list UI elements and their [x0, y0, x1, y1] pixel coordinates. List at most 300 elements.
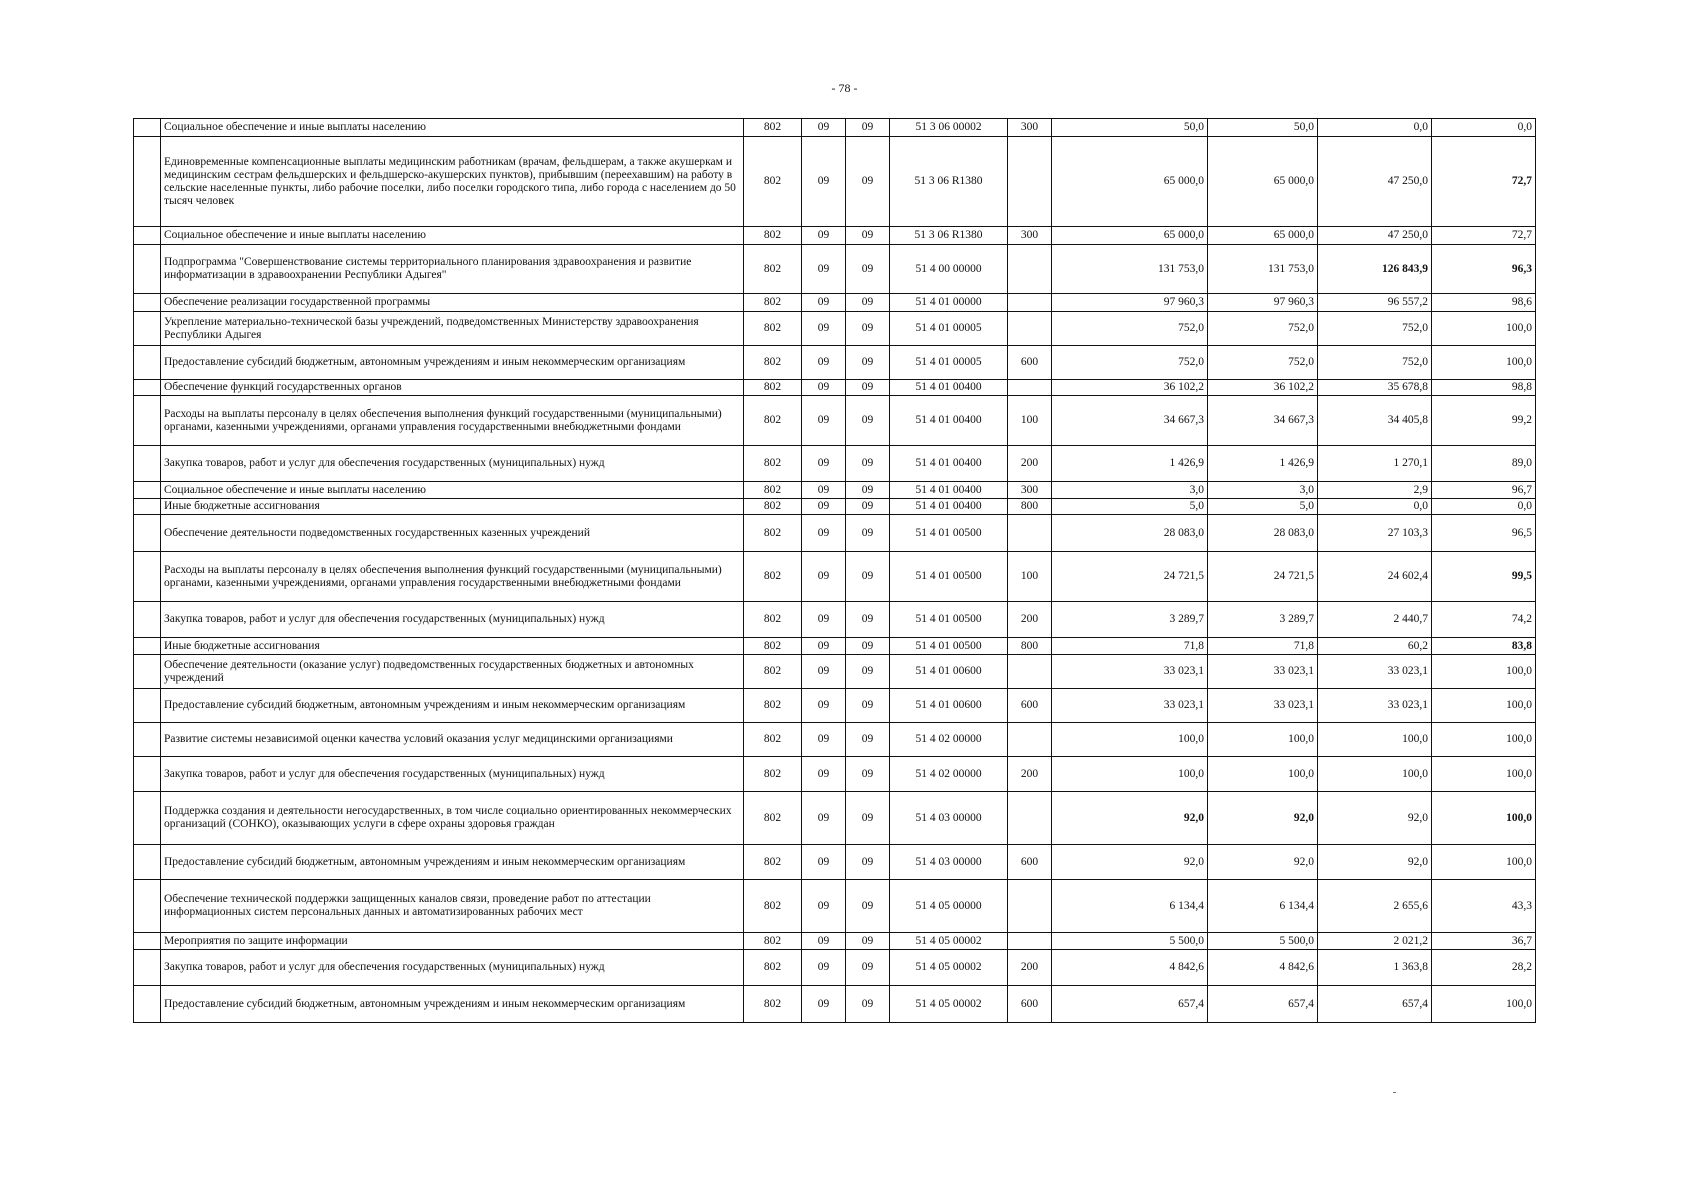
spec-cell: 92,0 [1208, 792, 1318, 845]
table-row [134, 227, 1536, 245]
csr-cell: 51 4 01 00500 [890, 515, 1008, 552]
rz-cell: 09 [802, 880, 846, 933]
table-row [134, 137, 1536, 227]
row-number-cell [134, 499, 161, 515]
name-cell: Иные бюджетные ассигнования [161, 499, 744, 515]
spec-cell: 1 426,9 [1208, 446, 1318, 482]
pr-cell: 09 [846, 602, 890, 638]
name-cell: Укрепление материально-технической базы учреждений, подведомственных Министерству здравоохранения Республики Адыгея [161, 312, 744, 346]
name-cell: Закупка товаров, работ и услуг для обеспечения государственных (муниципальных) нужд [161, 950, 744, 986]
spec-cell: 752,0 [1208, 312, 1318, 346]
vr-cell: 300 [1008, 482, 1052, 499]
rz-cell: 09 [802, 602, 846, 638]
csr-cell: 51 4 01 00400 [890, 396, 1008, 446]
csr-cell: 51 4 01 00400 [890, 499, 1008, 515]
plan-cell: 6 134,4 [1052, 880, 1208, 933]
rz-cell: 09 [802, 792, 846, 845]
exec-cell: 2 655,6 [1318, 880, 1432, 933]
spec-cell: 5,0 [1208, 499, 1318, 515]
pr-cell: 09 [846, 380, 890, 396]
rz-cell: 09 [802, 499, 846, 515]
rz-cell: 09 [802, 396, 846, 446]
percent-cell: 83,8 [1432, 638, 1536, 655]
row-number-cell [134, 845, 161, 880]
plan-cell: 92,0 [1052, 845, 1208, 880]
exec-cell: 2,9 [1318, 482, 1432, 499]
ved-cell: 802 [744, 638, 802, 655]
ved-cell: 802 [744, 380, 802, 396]
rz-cell: 09 [802, 933, 846, 950]
csr-cell: 51 4 05 00002 [890, 986, 1008, 1023]
pr-cell: 09 [846, 245, 890, 294]
ved-cell: 802 [744, 499, 802, 515]
table-row [134, 552, 1536, 602]
row-number-cell [134, 380, 161, 396]
name-cell: Предоставление субсидий бюджетным, автономным учреждениям и иным некоммерческим организациям [161, 346, 744, 380]
table-row [134, 950, 1536, 986]
name-cell: Расходы на выплаты персоналу в целях обеспечения выполнения функций государственными (муниципальными) органами, казенными учреждениями, органами управления государственными внебюджетными фондами [161, 396, 744, 446]
csr-cell: 51 3 06 00002 [890, 119, 1008, 137]
name-cell: Обеспечение технической поддержки защищенных каналов связи, проведение работ по аттестации информационных систем персональных данных и автоматизированных рабочих мест [161, 880, 744, 933]
rz-cell: 09 [802, 638, 846, 655]
csr-cell: 51 4 05 00000 [890, 880, 1008, 933]
table-row [134, 119, 1536, 137]
percent-cell: 28,2 [1432, 950, 1536, 986]
rz-cell: 09 [802, 552, 846, 602]
exec-cell: 2 440,7 [1318, 602, 1432, 638]
spec-cell: 34 667,3 [1208, 396, 1318, 446]
ved-cell: 802 [744, 950, 802, 986]
plan-cell: 65 000,0 [1052, 137, 1208, 227]
plan-cell: 1 426,9 [1052, 446, 1208, 482]
plan-cell: 34 667,3 [1052, 396, 1208, 446]
rz-cell: 09 [802, 655, 846, 689]
name-cell: Развитие системы независимой оценки качества условий оказания услуг медицинскими организациями [161, 723, 744, 757]
table-row [134, 312, 1536, 346]
pr-cell: 09 [846, 757, 890, 792]
exec-cell: 47 250,0 [1318, 227, 1432, 245]
spec-cell: 6 134,4 [1208, 880, 1318, 933]
csr-cell: 51 4 01 00005 [890, 312, 1008, 346]
csr-cell: 51 3 06 R1380 [890, 137, 1008, 227]
percent-cell: 36,7 [1432, 933, 1536, 950]
name-cell: Предоставление субсидий бюджетным, автономным учреждениям и иным некоммерческим организациям [161, 986, 744, 1023]
vr-cell [1008, 137, 1052, 227]
exec-cell: 34 405,8 [1318, 396, 1432, 446]
csr-cell: 51 4 01 00600 [890, 689, 1008, 723]
name-cell: Социальное обеспечение и иные выплаты населению [161, 119, 744, 137]
exec-cell: 657,4 [1318, 986, 1432, 1023]
stray-mark [1393, 1092, 1396, 1093]
vr-cell: 100 [1008, 396, 1052, 446]
exec-cell: 2 021,2 [1318, 933, 1432, 950]
vr-cell: 600 [1008, 845, 1052, 880]
spec-cell: 24 721,5 [1208, 552, 1318, 602]
plan-cell: 5,0 [1052, 499, 1208, 515]
plan-cell: 28 083,0 [1052, 515, 1208, 552]
table-row [134, 723, 1536, 757]
percent-cell: 74,2 [1432, 602, 1536, 638]
vr-cell: 200 [1008, 950, 1052, 986]
pr-cell: 09 [846, 119, 890, 137]
vr-cell [1008, 792, 1052, 845]
row-number-cell [134, 227, 161, 245]
rz-cell: 09 [802, 515, 846, 552]
ved-cell: 802 [744, 986, 802, 1023]
plan-cell: 3 289,7 [1052, 602, 1208, 638]
exec-cell: 1 270,1 [1318, 446, 1432, 482]
row-number-cell [134, 482, 161, 499]
ved-cell: 802 [744, 396, 802, 446]
vr-cell: 600 [1008, 346, 1052, 380]
table-row [134, 602, 1536, 638]
spec-cell: 3,0 [1208, 482, 1318, 499]
ved-cell: 802 [744, 880, 802, 933]
page-number: - 78 - [831, 81, 858, 95]
csr-cell: 51 4 02 00000 [890, 723, 1008, 757]
exec-cell: 752,0 [1318, 312, 1432, 346]
ved-cell: 802 [744, 137, 802, 227]
csr-cell: 51 4 03 00000 [890, 845, 1008, 880]
ved-cell: 802 [744, 346, 802, 380]
spec-cell: 97 960,3 [1208, 294, 1318, 312]
vr-cell: 200 [1008, 757, 1052, 792]
plan-cell: 24 721,5 [1052, 552, 1208, 602]
exec-cell: 27 103,3 [1318, 515, 1432, 552]
percent-cell: 100,0 [1432, 845, 1536, 880]
exec-cell: 0,0 [1318, 499, 1432, 515]
pr-cell: 09 [846, 638, 890, 655]
pr-cell: 09 [846, 499, 890, 515]
ved-cell: 802 [744, 119, 802, 137]
exec-cell: 60,2 [1318, 638, 1432, 655]
vr-cell [1008, 294, 1052, 312]
rz-cell: 09 [802, 446, 846, 482]
spec-cell: 65 000,0 [1208, 137, 1318, 227]
ved-cell: 802 [744, 689, 802, 723]
csr-cell: 51 4 01 00600 [890, 655, 1008, 689]
pr-cell: 09 [846, 227, 890, 245]
table-row [134, 757, 1536, 792]
csr-cell: 51 4 01 00400 [890, 482, 1008, 499]
exec-cell: 33 023,1 [1318, 689, 1432, 723]
csr-cell: 51 3 06 R1380 [890, 227, 1008, 245]
table-row [134, 689, 1536, 723]
plan-cell: 92,0 [1052, 792, 1208, 845]
ved-cell: 802 [744, 446, 802, 482]
rz-cell: 09 [802, 482, 846, 499]
rz-cell: 09 [802, 227, 846, 245]
spec-cell: 100,0 [1208, 723, 1318, 757]
rz-cell: 09 [802, 294, 846, 312]
percent-cell: 96,3 [1432, 245, 1536, 294]
pr-cell: 09 [846, 723, 890, 757]
name-cell: Обеспечение функций государственных органов [161, 380, 744, 396]
plan-cell: 131 753,0 [1052, 245, 1208, 294]
name-cell: Подпрограмма "Совершенствование системы территориального планирования здравоохранения и развитие информатизации в здравоохранении Республики Адыгея" [161, 245, 744, 294]
table-row [134, 294, 1536, 312]
row-number-cell [134, 119, 161, 137]
plan-cell: 33 023,1 [1052, 689, 1208, 723]
pr-cell: 09 [846, 950, 890, 986]
rz-cell: 09 [802, 380, 846, 396]
name-cell: Расходы на выплаты персоналу в целях обеспечения выполнения функций государственными (муниципальными) органами, казенными учреждениями, органами управления государственными внебюджетными фондами [161, 552, 744, 602]
rz-cell: 09 [802, 346, 846, 380]
row-number-cell [134, 950, 161, 986]
table-row [134, 638, 1536, 655]
ved-cell: 802 [744, 245, 802, 294]
row-number-cell [134, 245, 161, 294]
vr-cell: 200 [1008, 602, 1052, 638]
ved-cell: 802 [744, 845, 802, 880]
row-number-cell [134, 638, 161, 655]
percent-cell: 0,0 [1432, 499, 1536, 515]
pr-cell: 09 [846, 515, 890, 552]
rz-cell: 09 [802, 119, 846, 137]
ved-cell: 802 [744, 792, 802, 845]
row-number-cell [134, 757, 161, 792]
table-row [134, 792, 1536, 845]
percent-cell: 100,0 [1432, 723, 1536, 757]
percent-cell: 100,0 [1432, 689, 1536, 723]
spec-cell: 100,0 [1208, 757, 1318, 792]
plan-cell: 5 500,0 [1052, 933, 1208, 950]
percent-cell: 99,5 [1432, 552, 1536, 602]
vr-cell: 800 [1008, 499, 1052, 515]
exec-cell: 96 557,2 [1318, 294, 1432, 312]
ved-cell: 802 [744, 757, 802, 792]
vr-cell: 800 [1008, 638, 1052, 655]
table-row [134, 986, 1536, 1023]
pr-cell: 09 [846, 346, 890, 380]
row-number-cell [134, 346, 161, 380]
pr-cell: 09 [846, 312, 890, 346]
spec-cell: 752,0 [1208, 346, 1318, 380]
row-number-cell [134, 515, 161, 552]
vr-cell [1008, 515, 1052, 552]
name-cell: Иные бюджетные ассигнования [161, 638, 744, 655]
vr-cell [1008, 380, 1052, 396]
table-row [134, 655, 1536, 689]
spec-cell: 36 102,2 [1208, 380, 1318, 396]
pr-cell: 09 [846, 986, 890, 1023]
vr-cell [1008, 880, 1052, 933]
vr-cell: 300 [1008, 119, 1052, 137]
table-row [134, 499, 1536, 515]
exec-cell: 100,0 [1318, 723, 1432, 757]
row-number-cell [134, 294, 161, 312]
vr-cell [1008, 723, 1052, 757]
ved-cell: 802 [744, 602, 802, 638]
name-cell: Обеспечение деятельности (оказание услуг) подведомственных государственных бюджетных и автономных учреждений [161, 655, 744, 689]
spec-cell: 131 753,0 [1208, 245, 1318, 294]
exec-cell: 126 843,9 [1318, 245, 1432, 294]
exec-cell: 47 250,0 [1318, 137, 1432, 227]
row-number-cell [134, 933, 161, 950]
percent-cell: 89,0 [1432, 446, 1536, 482]
vr-cell: 100 [1008, 552, 1052, 602]
name-cell: Поддержка создания и деятельности негосударственных, в том числе социально ориентированных некоммерческих организаций (СОНКО), оказывающих услуги в сфере охраны здоровья граждан [161, 792, 744, 845]
table-row [134, 346, 1536, 380]
plan-cell: 752,0 [1052, 312, 1208, 346]
row-number-cell [134, 552, 161, 602]
vr-cell: 300 [1008, 227, 1052, 245]
row-number-cell [134, 792, 161, 845]
row-number-cell [134, 602, 161, 638]
name-cell: Предоставление субсидий бюджетным, автономным учреждениям и иным некоммерческим организациям [161, 689, 744, 723]
ved-cell: 802 [744, 515, 802, 552]
spec-cell: 5 500,0 [1208, 933, 1318, 950]
csr-cell: 51 4 03 00000 [890, 792, 1008, 845]
exec-cell: 0,0 [1318, 119, 1432, 137]
spec-cell: 92,0 [1208, 845, 1318, 880]
plan-cell: 65 000,0 [1052, 227, 1208, 245]
table-row [134, 482, 1536, 499]
spec-cell: 28 083,0 [1208, 515, 1318, 552]
table-row [134, 245, 1536, 294]
exec-cell: 33 023,1 [1318, 655, 1432, 689]
spec-cell: 50,0 [1208, 119, 1318, 137]
name-cell: Закупка товаров, работ и услуг для обеспечения государственных (муниципальных) нужд [161, 602, 744, 638]
rz-cell: 09 [802, 245, 846, 294]
rz-cell: 09 [802, 845, 846, 880]
percent-cell: 100,0 [1432, 757, 1536, 792]
row-number-cell [134, 137, 161, 227]
pr-cell: 09 [846, 689, 890, 723]
csr-cell: 51 4 01 00500 [890, 602, 1008, 638]
rz-cell: 09 [802, 950, 846, 986]
spec-cell: 65 000,0 [1208, 227, 1318, 245]
table-row [134, 380, 1536, 396]
table-row [134, 396, 1536, 446]
ved-cell: 802 [744, 227, 802, 245]
pr-cell: 09 [846, 396, 890, 446]
pr-cell: 09 [846, 294, 890, 312]
pr-cell: 09 [846, 933, 890, 950]
csr-cell: 51 4 05 00002 [890, 950, 1008, 986]
name-cell: Социальное обеспечение и иные выплаты населению [161, 227, 744, 245]
plan-cell: 97 960,3 [1052, 294, 1208, 312]
csr-cell: 51 4 01 00005 [890, 346, 1008, 380]
vr-cell [1008, 655, 1052, 689]
name-cell: Обеспечение деятельности подведомственных государственных казенных учреждений [161, 515, 744, 552]
percent-cell: 98,6 [1432, 294, 1536, 312]
plan-cell: 50,0 [1052, 119, 1208, 137]
percent-cell: 96,5 [1432, 515, 1536, 552]
budget-table [133, 118, 1536, 1023]
plan-cell: 4 842,6 [1052, 950, 1208, 986]
exec-cell: 35 678,8 [1318, 380, 1432, 396]
rz-cell: 09 [802, 986, 846, 1023]
plan-cell: 752,0 [1052, 346, 1208, 380]
exec-cell: 92,0 [1318, 792, 1432, 845]
ved-cell: 802 [744, 294, 802, 312]
percent-cell: 43,3 [1432, 880, 1536, 933]
spec-cell: 3 289,7 [1208, 602, 1318, 638]
rz-cell: 09 [802, 757, 846, 792]
ved-cell: 802 [744, 933, 802, 950]
csr-cell: 51 4 02 00000 [890, 757, 1008, 792]
spec-cell: 4 842,6 [1208, 950, 1318, 986]
name-cell: Предоставление субсидий бюджетным, автономным учреждениям и иным некоммерческим организациям [161, 845, 744, 880]
percent-cell: 98,8 [1432, 380, 1536, 396]
plan-cell: 100,0 [1052, 723, 1208, 757]
rz-cell: 09 [802, 723, 846, 757]
csr-cell: 51 4 01 00000 [890, 294, 1008, 312]
name-cell: Единовременные компенсационные выплаты медицинским работникам (врачам, фельдшерам, а также акушеркам и медицинским сестрам фельдшерских и фельдшерско-акушерских пунктов), прибывшим (переехавшим) на работу в сельские населенные пункты, либо рабочие поселки, либо поселки городского типа, либо города с населением до 50 тысяч человек [161, 137, 744, 227]
vr-cell: 200 [1008, 446, 1052, 482]
spec-cell: 33 023,1 [1208, 689, 1318, 723]
plan-cell: 100,0 [1052, 757, 1208, 792]
table-row [134, 845, 1536, 880]
percent-cell: 72,7 [1432, 227, 1536, 245]
csr-cell: 51 4 00 00000 [890, 245, 1008, 294]
csr-cell: 51 4 01 00400 [890, 380, 1008, 396]
spec-cell: 71,8 [1208, 638, 1318, 655]
plan-cell: 71,8 [1052, 638, 1208, 655]
vr-cell [1008, 933, 1052, 950]
percent-cell: 100,0 [1432, 346, 1536, 380]
percent-cell: 99,2 [1432, 396, 1536, 446]
rz-cell: 09 [802, 137, 846, 227]
spec-cell: 657,4 [1208, 986, 1318, 1023]
row-number-cell [134, 312, 161, 346]
spec-cell: 33 023,1 [1208, 655, 1318, 689]
row-number-cell [134, 723, 161, 757]
csr-cell: 51 4 05 00002 [890, 933, 1008, 950]
vr-cell [1008, 312, 1052, 346]
pr-cell: 09 [846, 137, 890, 227]
row-number-cell [134, 446, 161, 482]
exec-cell: 100,0 [1318, 757, 1432, 792]
plan-cell: 657,4 [1052, 986, 1208, 1023]
csr-cell: 51 4 01 00500 [890, 638, 1008, 655]
table-row [134, 933, 1536, 950]
name-cell: Закупка товаров, работ и услуг для обеспечения государственных (муниципальных) нужд [161, 446, 744, 482]
exec-cell: 1 363,8 [1318, 950, 1432, 986]
pr-cell: 09 [846, 792, 890, 845]
percent-cell: 100,0 [1432, 312, 1536, 346]
rz-cell: 09 [802, 689, 846, 723]
pr-cell: 09 [846, 845, 890, 880]
pr-cell: 09 [846, 880, 890, 933]
pr-cell: 09 [846, 655, 890, 689]
pr-cell: 09 [846, 482, 890, 499]
vr-cell: 600 [1008, 986, 1052, 1023]
percent-cell: 100,0 [1432, 792, 1536, 845]
percent-cell: 96,7 [1432, 482, 1536, 499]
percent-cell: 0,0 [1432, 119, 1536, 137]
pr-cell: 09 [846, 446, 890, 482]
ved-cell: 802 [744, 312, 802, 346]
percent-cell: 72,7 [1432, 137, 1536, 227]
exec-cell: 92,0 [1318, 845, 1432, 880]
row-number-cell [134, 880, 161, 933]
row-number-cell [134, 689, 161, 723]
plan-cell: 33 023,1 [1052, 655, 1208, 689]
vr-cell [1008, 245, 1052, 294]
name-cell: Мероприятия по защите информации [161, 933, 744, 950]
csr-cell: 51 4 01 00400 [890, 446, 1008, 482]
table-row [134, 880, 1536, 933]
name-cell: Закупка товаров, работ и услуг для обеспечения государственных (муниципальных) нужд [161, 757, 744, 792]
row-number-cell [134, 396, 161, 446]
exec-cell: 752,0 [1318, 346, 1432, 380]
exec-cell: 24 602,4 [1318, 552, 1432, 602]
ved-cell: 802 [744, 723, 802, 757]
plan-cell: 36 102,2 [1052, 380, 1208, 396]
plan-cell: 3,0 [1052, 482, 1208, 499]
